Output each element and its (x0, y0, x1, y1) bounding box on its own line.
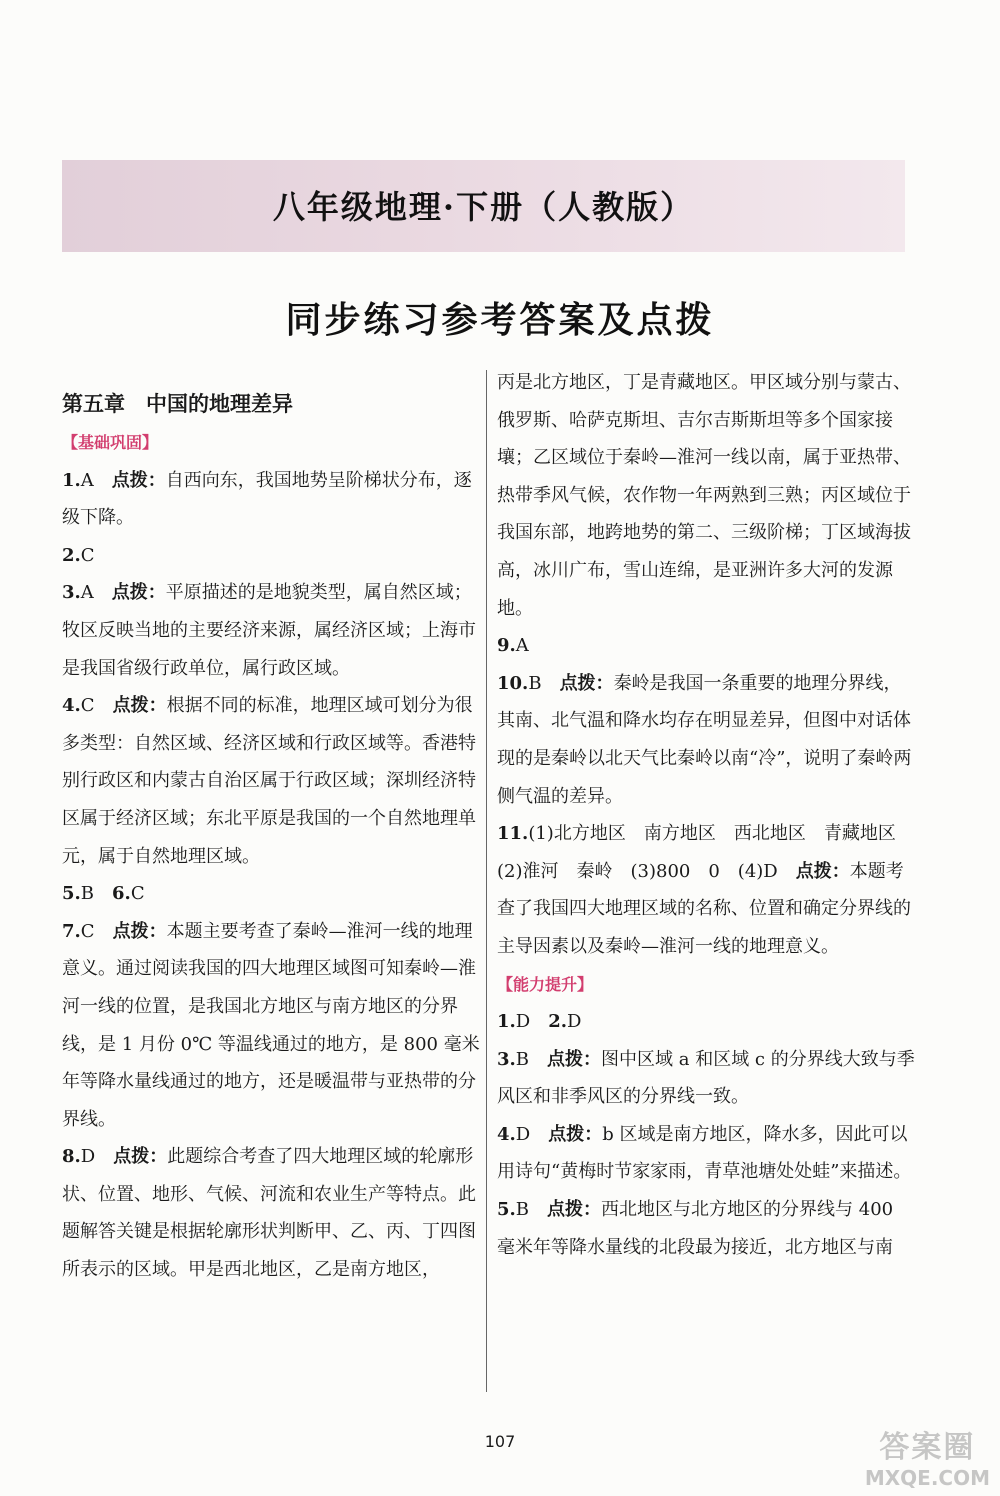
right-column (497, 364, 915, 1266)
left-column (62, 384, 480, 1289)
answer-item: 1.A 点拨：自西向东，我国地势呈阶梯状分布，逐级下降。 (62, 469, 472, 529)
answer-item: 4.C 点拨：根据不同的标准，地理区域可划分为很多类型：自然区域、经济区域和行政区域等。香港特别行政区和内蒙古自治区属于行政区域；深圳经济特区属于经济区域；东北平原是我国的一个自然地理单元，属于自然地理区域。 (62, 695, 476, 867)
answer-continuation: 丙是北方地区，丁是青藏地区。甲区域分别与蒙古、俄罗斯、哈萨克斯坦、吉尔吉斯斯坦等多个国家接壤；乙区域位于秦岭—淮河一线以南，属于亚热带、热带季风气候，农作物一年两熟到三熟；丙区域位于我国东部，地跨地势的第二、三级阶梯；丁区域海拔高，冰川广布，雪山连绵，是亚洲许多大河的发源地。 (497, 372, 911, 619)
answer-item: 1.D 2.D (497, 1011, 582, 1033)
section-label-basic: 【基础巩固】 (62, 433, 159, 452)
answer-item: 10.B 点拨：秦岭是我国一条重要的地理分界线，其南、北气温和降水均存在明显差异，但图中对话体现的是秦岭以北天气比秦岭以南“冷”，说明了秦岭两侧气温的差异。 (497, 672, 912, 807)
watermark-logo (865, 1422, 990, 1490)
answer-item: 11.(1)北方地区 南方地区 西北地区 青藏地区(2)淮河 秦岭 (3)800 0 (4)D 点拨：本题考查了我国四大地理区域的名称、位置和确定分界线的主导因素以及秦岭—淮河一线的地理意义。 (497, 823, 911, 957)
section-label-advanced: 【能力提升】 (497, 974, 594, 994)
banner-title: 八年级地理·下册（人教版） (272, 188, 695, 226)
answer-item: 2.C (62, 544, 95, 566)
answer-item: 3.B 点拨：图中区域 a 和区域 c 的分界线大致与季风区和非季风区的分界线一致。 (497, 1048, 915, 1108)
header-banner (62, 160, 905, 252)
page-number: 107 (484, 1432, 516, 1451)
answer-item: 9.A (497, 635, 529, 657)
answer-item: 3.A 点拨：平原描述的是地貌类型，属自然区域；牧区反映当地的主要经济来源，属经济区域；上海市是我国省级行政单位，属行政区域。 (62, 582, 476, 679)
chapter-heading: 第五章 中国的地理差异 (62, 392, 293, 416)
watermark-logo-text: 答案圈 (879, 1430, 976, 1465)
answer-item: 7.C 点拨：本题主要考查了秦岭—淮河一线的地理意义。通过阅读我国的四大地理区域图可知秦岭—淮河一线的位置，是我国北方地区与南方地区的分界线，是 1 月份 0℃ 等温线通过的地方，是 800 毫米年等降水量线通过的地方，还是暖温带与亚热带的分界线。 (62, 920, 480, 1130)
answer-item: 8.D 点拨：此题综合考查了四大地理区域的轮廓形状、位置、地形、气候、河流和农业生产等特点。此题解答关键是根据轮廓形状判断甲、乙、丙、丁四图所表示的区域。甲是西北地区，乙是南方地区， (62, 1146, 476, 1281)
column-divider (486, 370, 487, 1392)
watermark-site-text: MXQE.COM (864, 1466, 990, 1490)
answer-item: 5.B 点拨：西北地区与北方地区的分界线与 400 毫米年等降水量线的北段最为接近，北方地区与南 (497, 1199, 894, 1258)
page-title: 同步练习参考答案及点拨 (285, 299, 715, 341)
answer-item: 5.B 6.C (62, 883, 145, 905)
answer-item: 4.D 点拨：b 区域是南方地区，降水多，因此可以用诗句“黄梅时节家家雨，青草池塘处处蛙”来描述。 (497, 1123, 912, 1183)
